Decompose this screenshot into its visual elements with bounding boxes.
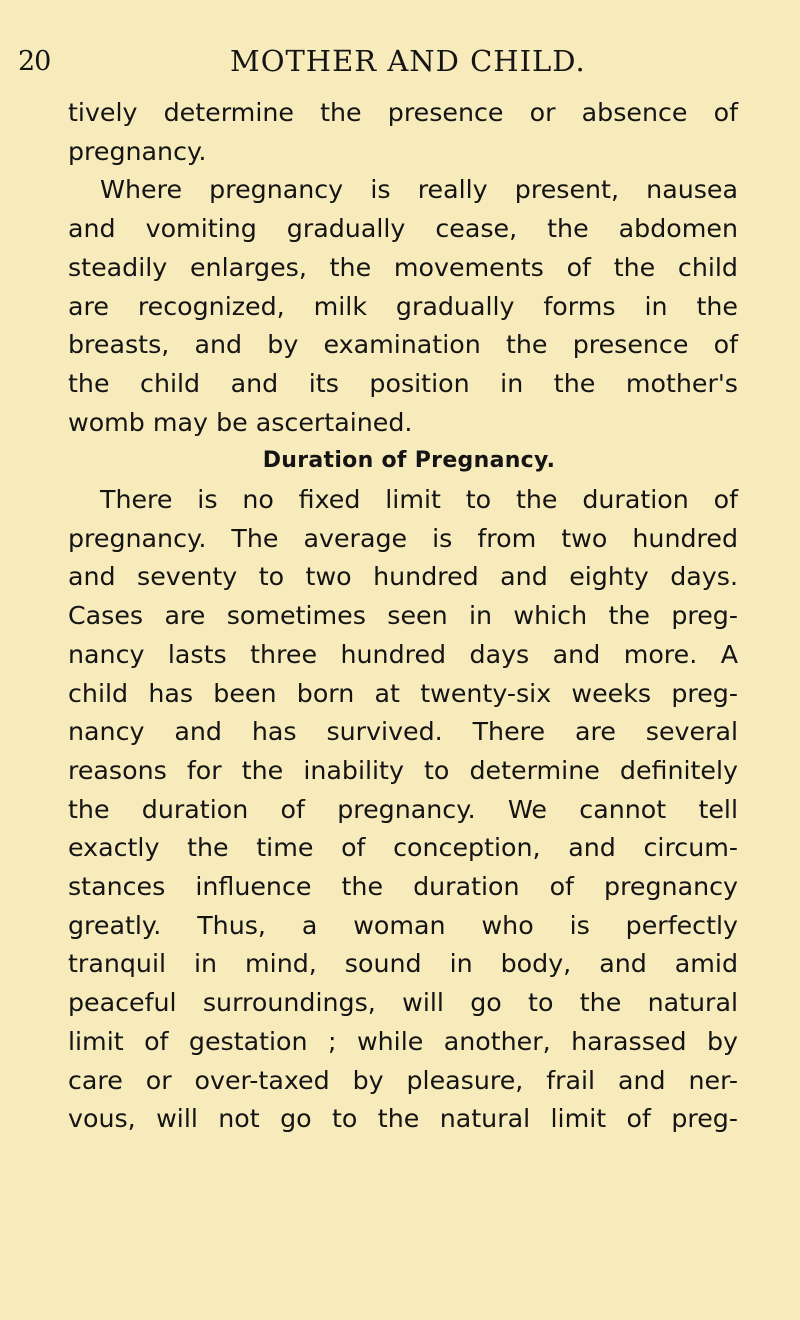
text-line: Cases are sometimes seen in which the preg- bbox=[68, 601, 738, 631]
text-line: There is no fixed limit to the duration of bbox=[100, 485, 738, 515]
text-line: limit of gestation ; while another, harassed by bbox=[68, 1026, 738, 1056]
text-line: tranquil in mind, sound in body, and amid bbox=[68, 949, 738, 979]
text-line: nancy and has survived. There are several bbox=[68, 717, 738, 747]
running-head bbox=[0, 40, 800, 84]
text-line: are recognized, milk gradually forms in the bbox=[68, 291, 738, 321]
text-line: exactly the time of conception, and circum- bbox=[68, 833, 738, 863]
text-line: steadily enlarges, the movements of the child bbox=[68, 252, 738, 282]
text-line: stances influence the duration of pregnancy bbox=[68, 872, 738, 902]
text-line: reasons for the inability to determine definitely bbox=[68, 755, 738, 785]
text-line: Where pregnancy is really present, nausea bbox=[100, 175, 738, 205]
text-line: care or over-taxed by pleasure, frail and ner- bbox=[68, 1065, 738, 1095]
text-line: and vomiting gradually cease, the abdomen bbox=[68, 214, 738, 244]
text-line: vous, will not go to the natural limit of preg- bbox=[68, 1104, 738, 1134]
text-line: pregnancy. The average is from two hundred bbox=[68, 523, 738, 553]
text-line: womb may be ascertained. bbox=[68, 407, 413, 437]
body-text bbox=[68, 94, 738, 1139]
text-line: nancy lasts three hundred days and more. A bbox=[68, 639, 738, 669]
text-line: pregnancy. bbox=[68, 136, 207, 166]
text-line: peaceful surroundings, will go to the natural bbox=[68, 988, 738, 1018]
running-title: MOTHER AND CHILD. bbox=[230, 44, 586, 78]
text-line: breasts, and by examination the presence of bbox=[68, 330, 738, 360]
text-line: the duration of pregnancy. We cannot tell bbox=[68, 794, 738, 824]
text-line: child has been born at twenty-six weeks preg- bbox=[68, 678, 738, 708]
text-line: and seventy to two hundred and eighty days. bbox=[68, 562, 738, 592]
section-heading: Duration of Pregnancy. bbox=[262, 448, 556, 474]
text-line: greatly. Thus, a woman who is perfectly bbox=[68, 910, 738, 940]
text-line: the child and its position in the mother's bbox=[68, 368, 738, 398]
text-line: tively determine the presence or absence of bbox=[68, 98, 738, 127]
page-number: 20 bbox=[18, 46, 51, 77]
